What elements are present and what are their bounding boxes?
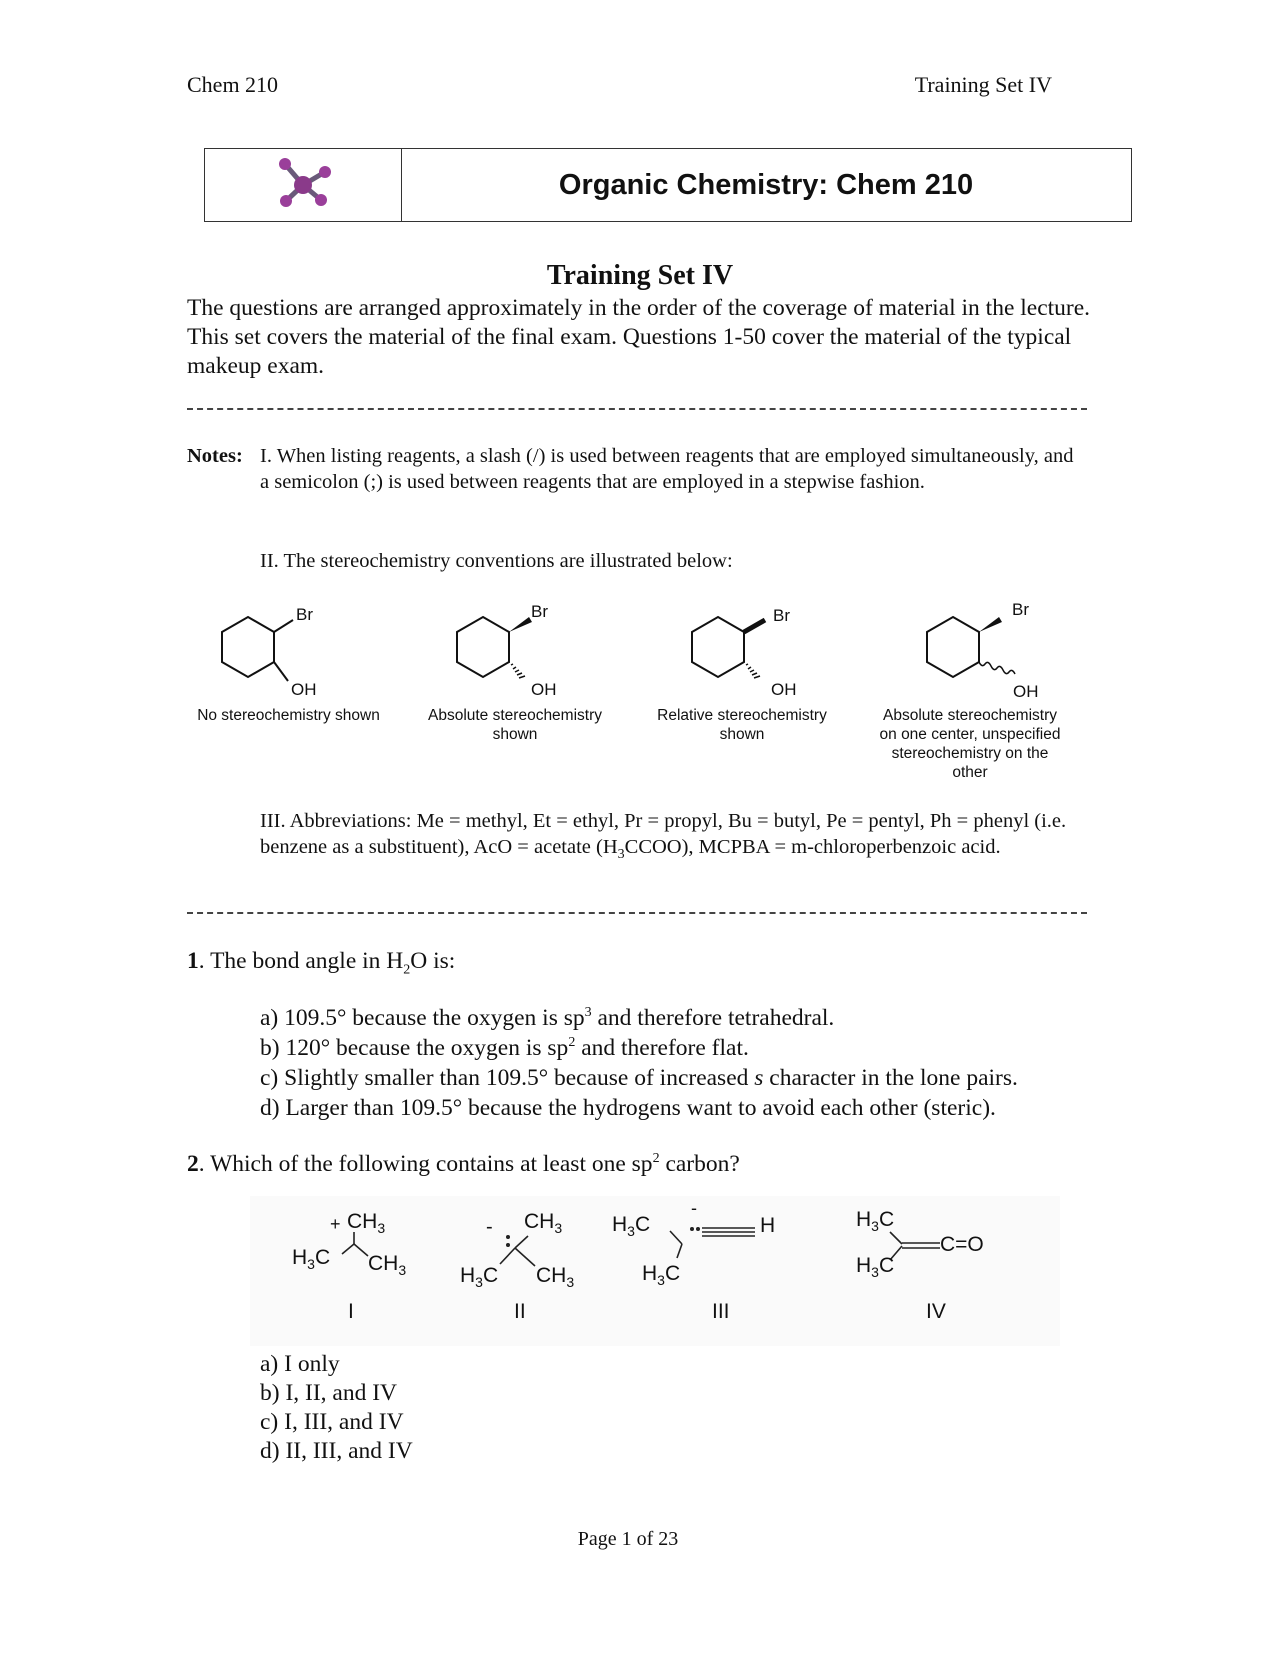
s3-oh-label: OH [771,680,797,699]
q1-option-a: a) 109.5° because the oxygen is $sp^3$ and therefore tetrahedral. [260,1005,835,1031]
q1-option-d: d) Larger than 109.5° because the hydrogens want to avoid each other (steric). [260,1095,996,1121]
q2-option-d: d) II, III, and IV [260,1438,413,1464]
q2-s3-terminal: H [760,1214,776,1237]
question-2: 2. Which of the following contains at least one $sp^2$ carbon? [187,1151,740,1177]
q2-s1-right: $CH_3$ [368,1252,407,1279]
q2-s4-group: C=O [940,1233,984,1256]
s1-br-label: Br [296,605,313,624]
header-course: Chem 210 [187,72,279,97]
q1-option-b: b) 120° because the oxygen is $sp^2$ and therefore flat. [260,1035,749,1061]
q2-s3-upper: $H_3C$ [612,1213,651,1240]
q2-s2-charge: - [486,1216,493,1238]
s2-br-label: Br [531,602,548,621]
note-stereo: II. The stereochemistry conventions are illustrated below: [260,550,733,572]
logo-cell [205,149,402,221]
q2-s4-upper: $H_3C$ [856,1208,895,1235]
page-title: Training Set IV [546,260,734,291]
caption-partial: Absolute stereochemistry on one center, unspecified stereochemistry on the other [879,707,1061,781]
structure-no-stereo [222,617,293,681]
q2-option-a: a) I only [260,1351,340,1377]
note-reagents: I. When listing reagents, a slash (/) is used between reagents that are employed simultaneously, and a semicolon (;) is used between reagents that are employed in a stepwise fashion. [260,445,1074,493]
s4-oh-label: OH [1013,682,1039,701]
caption-absolute: Absolute stereochemistry shown [427,707,603,743]
q2-numeral-iv: IV [926,1300,946,1323]
structure-partial [927,617,1015,677]
structure-relative [692,617,765,678]
s3-br-label: Br [773,606,790,625]
q2-numeral-iii: III [712,1300,730,1323]
question-1: 1. The bond angle in $H_2O$ is: [187,948,456,978]
s2-oh-label: OH [531,680,557,699]
q2-structures-panel [250,1196,1060,1346]
title-banner [204,148,1132,222]
caption-relative: Relative stereochemistry shown [657,707,827,743]
caption-no-stereo: No stereochemistry shown [197,707,380,724]
header-set: Training Set IV [914,72,1052,97]
q2-numeral-i: I [348,1300,354,1323]
q2-s2-right: $CH_3$ [536,1264,575,1291]
divider-top [187,408,1087,410]
intro-paragraph: The questions are arranged approximately in the order of the coverage of material in the lecture. This set covers the material of the final exam. Questions 1-50 cover the material of the typical makeup exam. [187,295,1091,379]
divider-bottom [187,912,1087,914]
q2-s2-left: $H_3C$ [460,1264,499,1291]
q2-option-c: c) I, III, and IV [260,1409,404,1435]
q2-s1-left: $H_3C$ [292,1246,331,1273]
page-number: Page 1 of 23 [577,1528,679,1550]
s4-br-label: Br [1012,600,1029,619]
note-abbreviations: III. Abbreviations: Me = methyl, Et = ethyl, Pr = propyl, Bu = butyl, Pe = pentyl, Ph = phenyl (i.e. benzene as a substituent), AcO = acetate $(H_3CCOO)$, MCPBA = m-chloroperbenzoic acid. [260,810,1067,863]
q2-s1-charge: + [330,1214,341,1234]
q2-s3-lower: $H_3C$ [642,1262,681,1289]
structure-absolute [457,617,532,678]
s1-oh-label: OH [291,680,317,699]
q2-s4-lower: $H_3C$ [856,1254,895,1281]
q2-numeral-ii: II [514,1300,526,1323]
q2-s1-top: $CH_3$ [347,1210,386,1237]
banner-title: Organic Chemistry: Chem 210 [558,168,974,201]
notes-label: Notes: [187,445,243,467]
molecule-icon [205,149,401,221]
q2-s2-top: $CH_3$ [524,1210,563,1237]
q2-s3-charge: - [691,1198,697,1218]
q2-option-b: b) I, II, and IV [260,1380,398,1406]
q1-option-c: c) Slightly smaller than 109.5° because of increased s character in the lone pairs. [260,1065,1018,1091]
